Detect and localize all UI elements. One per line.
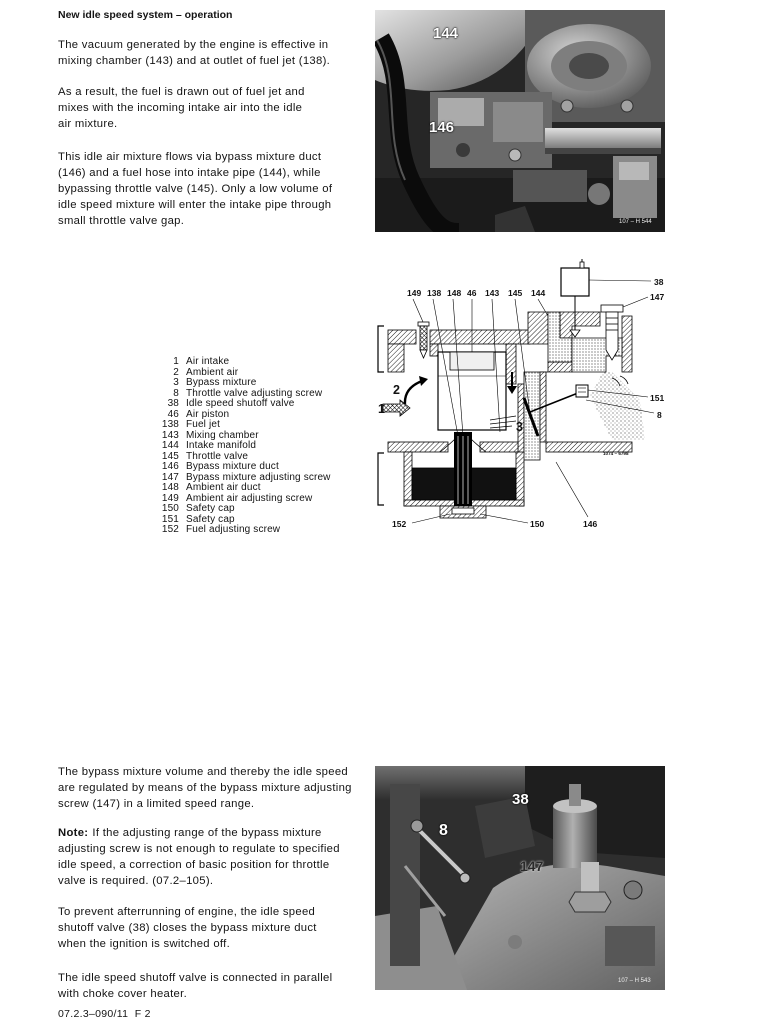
diagram-label-146: 146: [583, 519, 598, 529]
diagram-label-46: 46: [467, 288, 477, 298]
legend-list: [129, 357, 331, 536]
diagram-label-145: 145: [508, 288, 523, 298]
legend-item: [129, 483, 331, 494]
legend-label: Safety cap: [186, 513, 235, 525]
legend-item: [129, 420, 331, 431]
intro-paragraph-2: As a result, the fuel is drawn out of fuel jet and mixes with the incoming intake air into the idle air mixture.: [58, 86, 305, 130]
legend-number: 3: [173, 377, 179, 388]
legend-label: Idle speed shutoff valve: [186, 398, 295, 409]
intro-paragraph-1: The vacuum generated by the engine is effective in mixing chamber (143) and at outlet of fuel jet (138).: [58, 39, 331, 67]
photo-shutoff-valve: [375, 766, 665, 990]
legend-item: [129, 357, 331, 368]
legend-label: Fuel jet: [186, 419, 220, 430]
legend-label: Throttle valve: [186, 450, 249, 462]
photo-label-38: 38: [512, 791, 529, 808]
diagram-label-2: 2: [393, 383, 400, 397]
photo-carburetor-top: [375, 10, 665, 232]
photo-label-147: 147: [520, 858, 544, 874]
legend-label: Air piston: [186, 408, 230, 420]
body-paragraph-4: The idle speed shutoff valve is connected in parallel with choke cover heater.: [58, 972, 333, 1000]
diagram-label-147: 147: [650, 292, 665, 302]
ambient-air-adjusting-screw: [418, 322, 429, 358]
photo-reference-code: 107 – H 544: [619, 219, 652, 225]
legend-number: 151: [161, 513, 179, 525]
page-footer: 07.2.3–090/11 F 2: [58, 1008, 151, 1020]
fuel-jet: [454, 432, 472, 506]
diagram-label-149: 149: [407, 288, 422, 298]
diagram-label-144: 144: [531, 288, 546, 298]
diagram-label-38: 38: [654, 277, 664, 287]
diagram-label-148: 148: [447, 288, 462, 298]
legend-number: 38: [167, 398, 179, 409]
legend-item: [129, 504, 331, 515]
legend-number: 150: [161, 503, 179, 514]
legend-number: 148: [161, 482, 179, 493]
legend-label: Bypass mixture: [186, 377, 257, 388]
legend-number: 1: [173, 356, 179, 367]
legend-label: Intake manifold: [186, 440, 257, 451]
diagram-label-138: 138: [427, 288, 442, 298]
diagram-label-1: 1: [378, 402, 385, 416]
ambient-air-arrow: [405, 376, 428, 404]
legend-label: Ambient air duct: [186, 482, 261, 493]
legend-item: [129, 378, 331, 389]
legend-number: 152: [161, 524, 179, 535]
diagram-label-150: 150: [530, 519, 545, 529]
body-paragraph-1: The bypass mixture volume and thereby the idle speed are regulated by means of the bypass mixture adjusting screw (147) in a limited speed range.: [58, 766, 352, 810]
diagram-label-3: 3: [516, 420, 523, 434]
legend-number: 147: [161, 471, 179, 483]
diagram-label-152: 152: [392, 519, 407, 529]
page-title: New idle speed system – operation: [58, 9, 233, 21]
note-text: If the adjusting range of the bypass mixture adjusting screw is not enough to regulate to specified idle speed, a correction of basic position for throttle valve is required. (07.2–105).: [58, 827, 340, 887]
photo-reference-code: 107 – H 543: [618, 978, 651, 984]
legend-label: Ambient air: [186, 366, 239, 378]
photo-label-8: 8: [439, 822, 448, 839]
legend-item: [129, 399, 331, 410]
legend-label: Ambient air adjusting screw: [186, 492, 313, 504]
legend-number: 2: [173, 366, 179, 378]
photo-label-146: 146: [429, 119, 455, 136]
legend-item: [129, 441, 331, 452]
photo-label-144: 144: [433, 25, 459, 42]
legend-label: Throttle valve adjusting screw: [186, 387, 323, 399]
legend-label: Safety cap: [186, 503, 235, 514]
legend-number: 149: [161, 492, 179, 504]
note-paragraph: [58, 825, 368, 889]
diagram-label-8: 8: [657, 410, 662, 420]
legend-item: [129, 410, 331, 421]
intro-paragraph-3: This idle air mixture flows via bypass mixture duct (146) and a fuel hose into intake pipe (144), while bypassing throttle valve (145). Only a low volume of idle speed mixture will enter the intake pipe through small throttle valve gap.: [58, 151, 333, 227]
legend-label: Mixing chamber: [186, 429, 259, 441]
note-label: Note:: [58, 827, 89, 839]
diagram-reference-code: 1074 – 6798: [603, 451, 629, 456]
body-paragraph-3: To prevent afterrunning of engine, the idle speed shutoff valve (38) closes the bypass mixture duct when the ignition is switched off.: [58, 906, 317, 950]
safety-cap-150: [440, 506, 486, 518]
legend-number: 146: [161, 461, 179, 472]
legend-number: 144: [161, 440, 179, 451]
idle-system-diagram: [370, 258, 670, 543]
legend-label: Bypass mixture adjusting screw: [186, 471, 331, 483]
legend-number: 143: [161, 429, 179, 441]
legend-item: [129, 525, 331, 536]
diagram-label-151: 151: [650, 393, 665, 403]
photo-top-image: [375, 10, 665, 232]
diagram-label-143: 143: [485, 288, 500, 298]
legend-number: 138: [161, 419, 179, 430]
legend-label: Air intake: [186, 356, 230, 367]
legend-label: Bypass mixture duct: [186, 461, 279, 472]
legend-label: Fuel adjusting screw: [186, 524, 281, 535]
legend-number: 145: [161, 450, 179, 462]
legend-number: 8: [173, 387, 179, 399]
legend-item: [129, 462, 331, 473]
legend-number: 46: [167, 408, 179, 420]
